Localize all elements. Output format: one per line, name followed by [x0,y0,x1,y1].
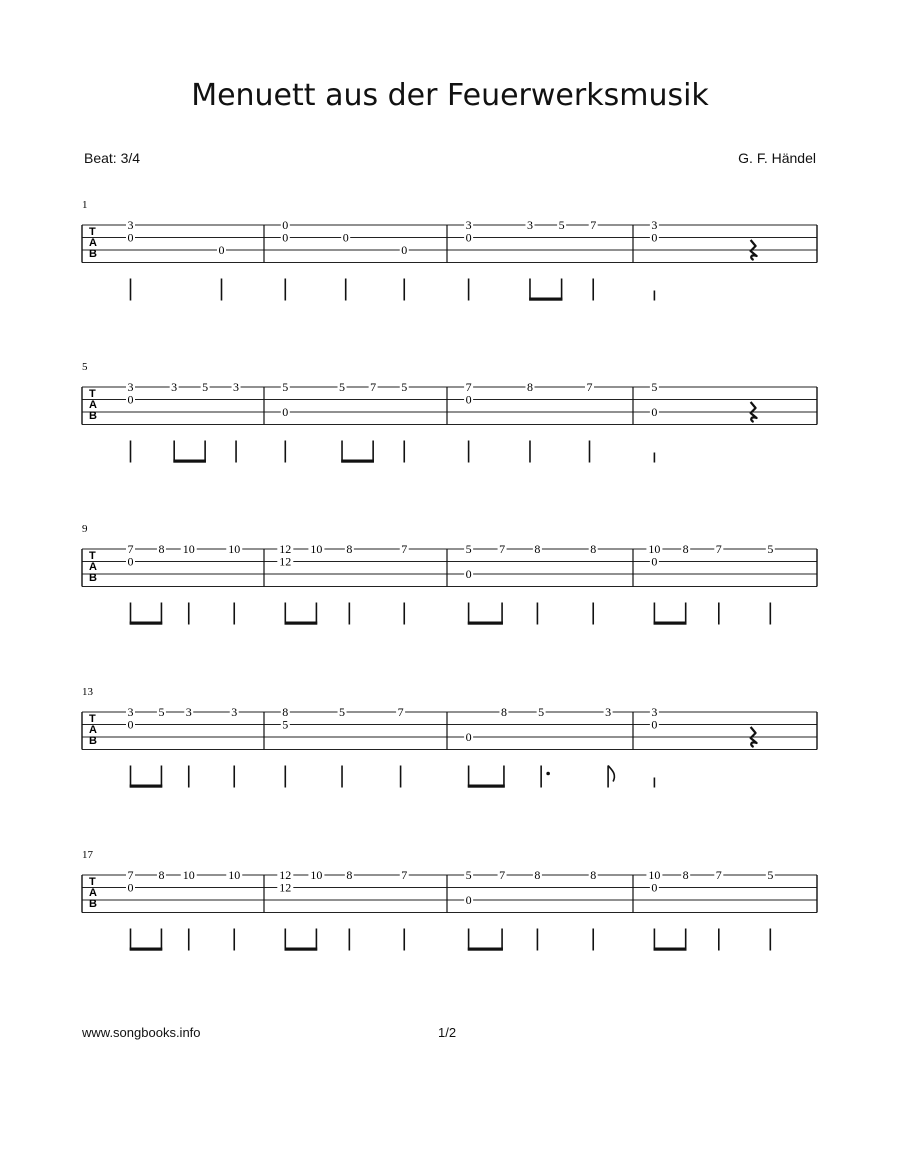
page-title: Menuett aus der Feuerwerksmusik [191,78,709,113]
tab-clef-letter: B [89,410,97,422]
fret-number: 5 [465,868,472,882]
fret-number: 0 [127,554,134,569]
eighth-beam [468,785,505,788]
fret-number: 3 [185,705,192,719]
tab-clef-letter: T [89,550,96,562]
fret-number: 10 [182,542,195,556]
fret-number: 0 [465,230,472,245]
fret-number: 7 [370,380,377,394]
footer-page-number: 1/2 [438,1025,457,1040]
fret-number: 0 [465,392,472,407]
fret-number: 3 [233,380,240,394]
fret-number: 0 [651,717,658,732]
fret-number: 0 [127,880,134,895]
fret-number: 8 [534,542,541,556]
fret-number: 5 [202,380,209,394]
fret-number: 0 [282,218,289,232]
fret-number: 0 [401,243,408,257]
fret-number: 5 [767,868,774,882]
fret-number: 3 [651,705,658,719]
measure-number: 5 [82,361,88,373]
fret-number: 3 [127,380,134,394]
fret-number: 10 [182,868,195,882]
fret-number: 7 [397,705,404,719]
fret-number: 5 [158,705,165,719]
measure-number: 17 [82,849,93,861]
fret-number: 12 [279,554,292,569]
fret-number: 5 [282,380,289,394]
eighth-beam [285,622,318,625]
fret-number: 8 [526,380,533,394]
fret-number: 7 [499,542,506,556]
fret-number: 3 [465,218,472,232]
fret-number: 7 [127,542,134,556]
eighth-beam [130,622,163,625]
fret-number: 10 [310,542,323,556]
measure-number: 13 [82,686,93,698]
fret-number: 12 [279,868,292,882]
fret-number: 10 [228,868,241,882]
fret-number: 8 [346,868,353,882]
fret-number: 8 [158,542,165,556]
fret-number: 7 [127,868,134,882]
eighth-flag [608,766,614,782]
tab-clef-letter: A [89,561,97,573]
fret-number: 10 [228,542,241,556]
fret-number: 0 [651,405,658,419]
fret-number: 0 [651,880,658,895]
fret-number: 5 [401,380,408,394]
fret-number: 7 [586,380,593,394]
fret-number: 7 [715,542,722,556]
fret-number: 3 [526,218,533,232]
tab-clef-letter: T [89,226,96,238]
fret-number: 0 [282,230,289,245]
tab-clef-letter: T [89,388,96,400]
eighth-beam [130,948,163,951]
tab-clef-letter: T [89,876,96,888]
tab-clef-letter: A [89,237,97,249]
fret-number: 5 [465,542,472,556]
fret-number: 0 [282,405,289,419]
fret-number: 3 [127,705,134,719]
tab-clef-letter: A [89,887,97,899]
fret-number: 0 [218,243,225,257]
fret-number: 12 [279,880,292,895]
eighth-beam [468,622,503,625]
eighth-beam [654,622,687,625]
eighth-beam [529,298,562,301]
tab-clef-letter: A [89,724,97,736]
fret-number: 5 [558,218,565,232]
fret-number: 5 [339,380,346,394]
fret-number: 0 [127,392,134,407]
fret-number: 8 [158,868,165,882]
fret-number: 8 [590,542,597,556]
fret-number: 5 [282,717,289,732]
fret-number: 5 [538,705,545,719]
eighth-beam [173,460,206,463]
fret-number: 7 [715,868,722,882]
fret-number: 0 [465,567,472,581]
fret-number: 5 [651,380,658,394]
fret-number: 8 [282,705,289,719]
fret-number: 3 [651,218,658,232]
dot [546,772,550,776]
eighth-beam [285,948,318,951]
fret-number: 7 [465,380,472,394]
tab-clef-letter: B [89,248,97,260]
fret-number: 7 [401,868,408,882]
tab-clef-letter: B [89,735,97,747]
fret-number: 0 [127,230,134,245]
fret-number: 10 [648,542,661,556]
fret-number: 3 [127,218,134,232]
fret-number: 5 [339,705,346,719]
fret-number: 3 [605,705,612,719]
fret-number: 0 [465,893,472,907]
fret-number: 8 [500,705,507,719]
fret-number: 0 [651,230,658,245]
eighth-beam [130,785,163,788]
fret-number: 8 [590,868,597,882]
fret-number: 10 [648,868,661,882]
measure-number: 1 [82,199,88,211]
tab-clef-letter: A [89,399,97,411]
eighth-beam [468,948,503,951]
tab-clef-letter: T [89,713,96,725]
measure-number: 9 [82,523,88,535]
time-signature-label: Beat: 3/4 [84,150,141,166]
eighth-beam [341,460,374,463]
eighth-beam [654,948,687,951]
fret-number: 0 [651,554,658,569]
tab-clef-letter: B [89,572,97,584]
fret-number: 3 [231,705,238,719]
fret-number: 8 [346,542,353,556]
composer-label: G. F. Händel [738,150,816,166]
footer-website: www.songbooks.info [82,1025,201,1040]
fret-number: 0 [342,230,349,245]
tab-clef-letter: B [89,898,97,910]
fret-number: 8 [534,868,541,882]
fret-number: 5 [767,542,774,556]
fret-number: 10 [310,868,323,882]
fret-number: 3 [171,380,178,394]
fret-number: 12 [279,542,292,556]
fret-number: 7 [590,218,597,232]
fret-number: 7 [401,542,408,556]
fret-number: 0 [127,717,134,732]
fret-number: 8 [682,542,689,556]
fret-number: 7 [499,868,506,882]
fret-number: 0 [465,730,472,744]
fret-number: 8 [682,868,689,882]
